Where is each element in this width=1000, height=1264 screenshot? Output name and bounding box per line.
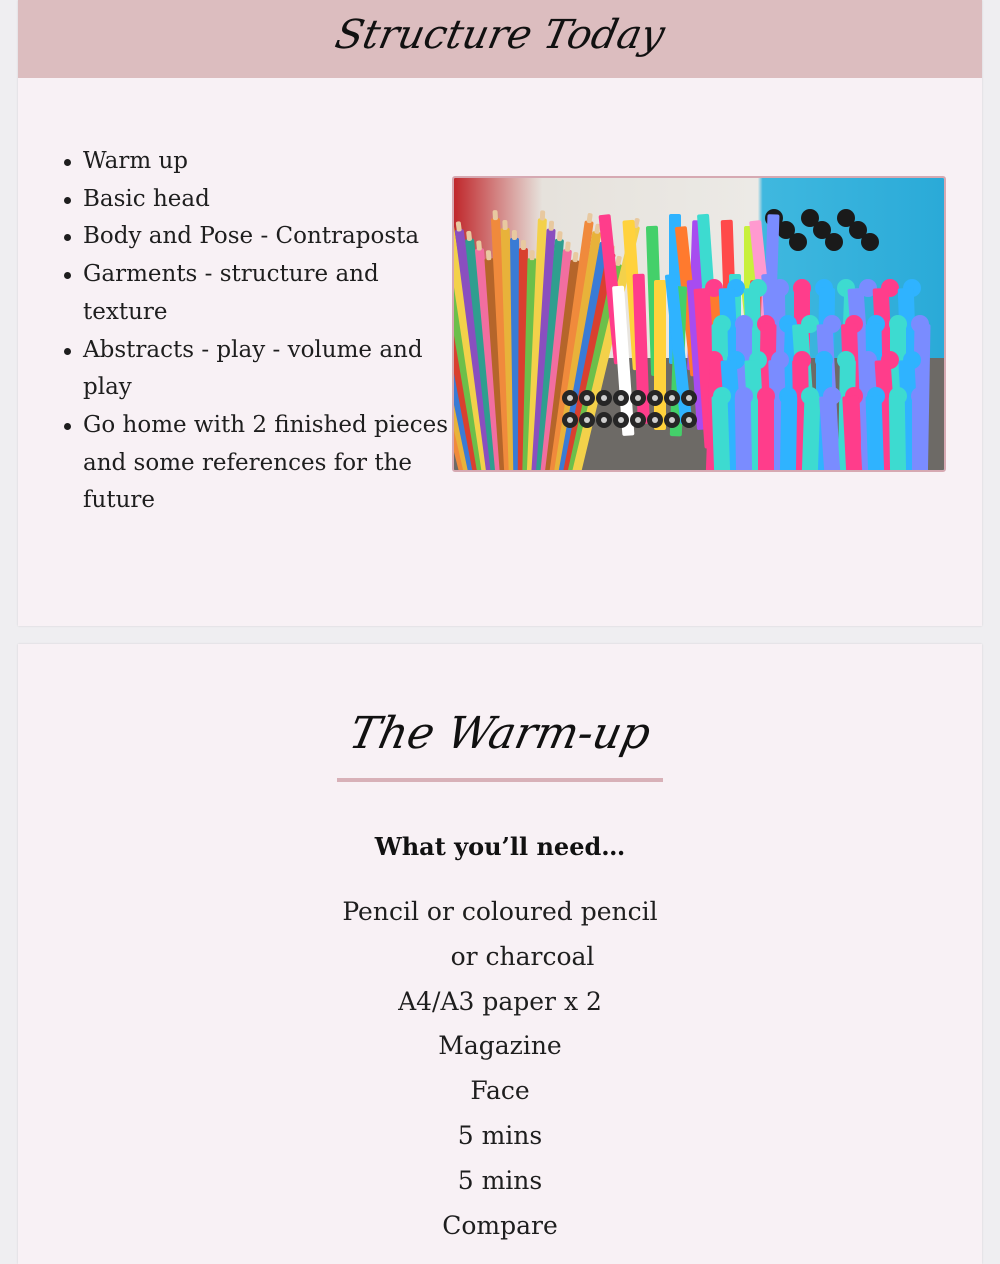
slide-warm-up [18,644,982,1264]
agenda-item: Abstracts - play - volume and play [83,332,463,407]
art-supplies-photo [452,176,946,472]
slide-title: Structure Today [331,12,669,58]
needs-heading: What you’ll need… [374,832,626,861]
agenda-item: Body and Pose - Contraposta [83,218,463,256]
needs-line: A4/A3 paper x 2 [398,986,602,1016]
needs-line: 5 mins [457,1165,543,1195]
needs-line: Compare [442,1210,558,1240]
agenda-item: Basic head [83,181,463,219]
slide-title: The Warm-up [344,708,656,759]
title-bar [18,0,982,78]
title-underline [337,778,663,782]
needs-line: Face [470,1076,530,1106]
needs-line: Pencil or coloured pencil [342,897,658,926]
needs-line: or charcoal [450,941,595,971]
agenda-item: Go home with 2 finished pieces and some references for the future [83,407,463,520]
slide-structure-today [18,0,982,626]
needs-line: Magazine [438,1031,562,1061]
needs-line: 5 mins [457,1120,543,1150]
agenda-list [62,143,463,520]
agenda-item: Warm up [83,143,463,181]
agenda-item: Garments - structure and texture [83,256,463,331]
needs-list [18,890,982,1248]
